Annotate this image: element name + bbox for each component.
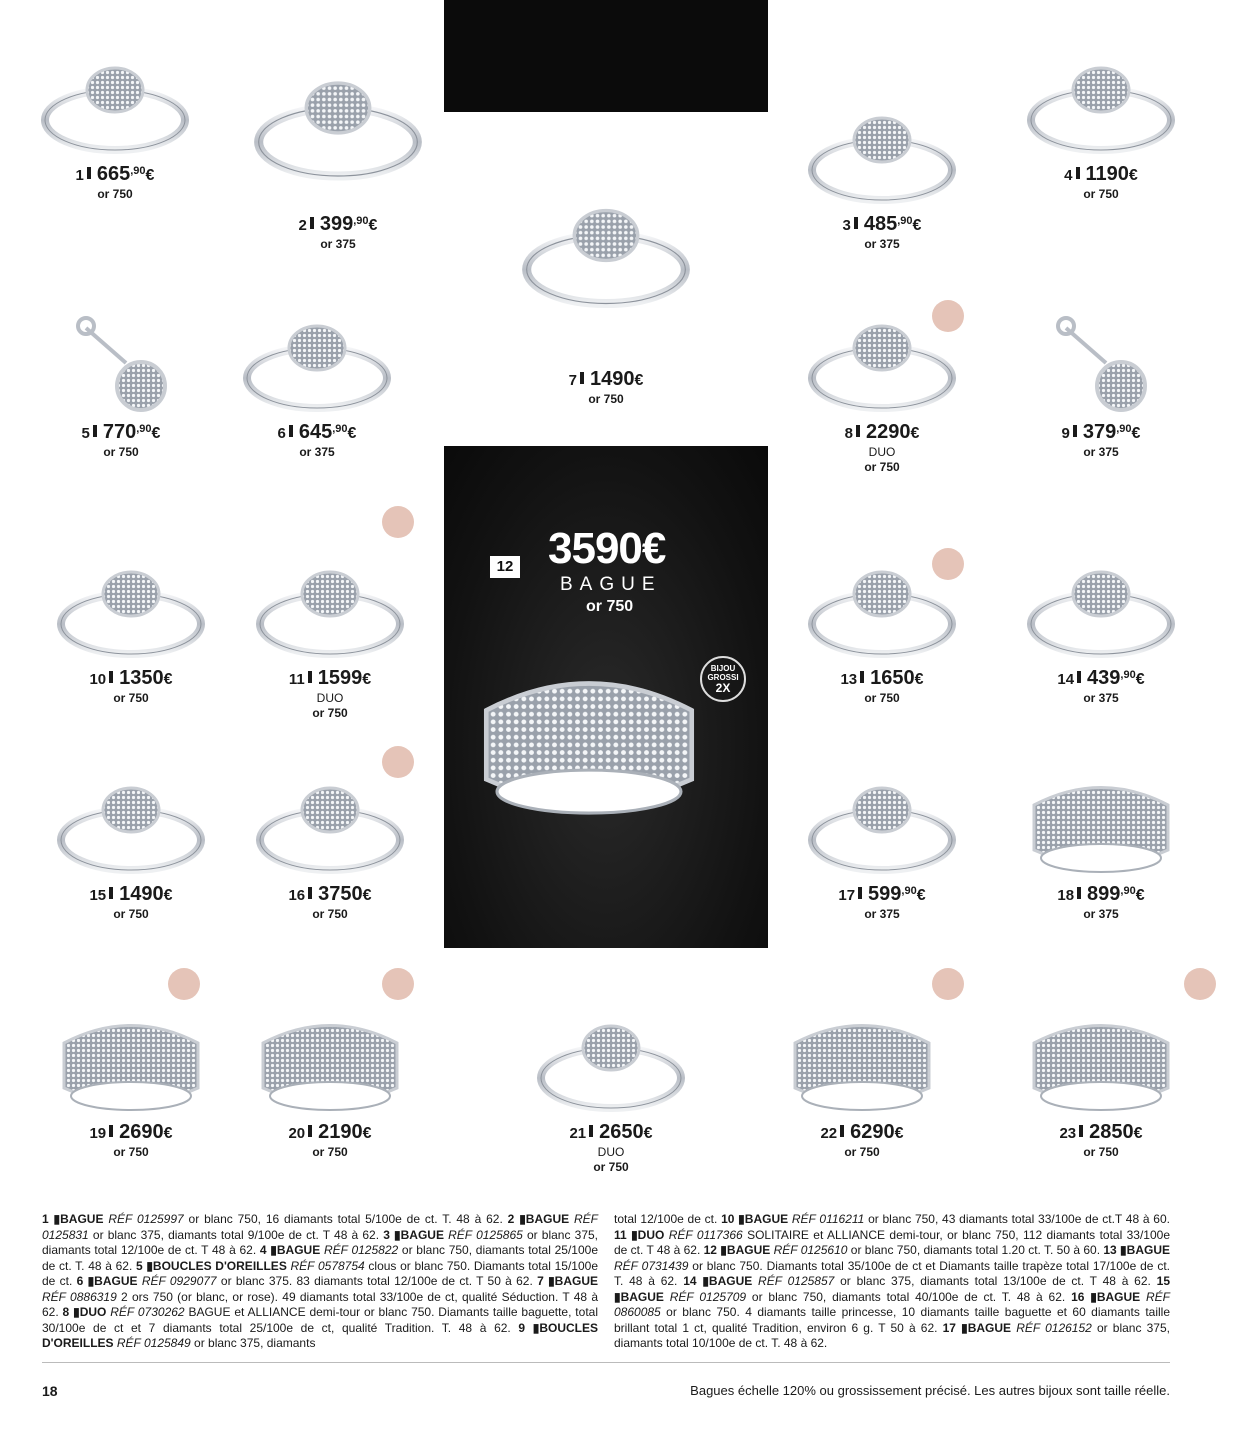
earring-image xyxy=(46,308,196,418)
featured-price: 3590€ xyxy=(548,524,666,573)
description-entry: 1 ▮BAGUE RÉF 0125997 or blanc 750, 16 diamants total 5/100e de ct. T. 48 à 62. xyxy=(42,1212,508,1226)
metal-label: or 375 xyxy=(1083,691,1119,705)
metal-label: or 750 xyxy=(588,392,624,406)
ring-image xyxy=(807,100,957,210)
description-entry: 13 ▮BAGUE RÉF 0731439 or blanc 750. Diamants total 35/100e de ct et Diamants taille trapèze total 17/100e de ct. T. 48 à 62. xyxy=(614,1243,1171,1288)
metal-label: or 750 xyxy=(864,460,900,474)
product-4[interactable] xyxy=(1006,50,1196,202)
metal-label: or 750 xyxy=(113,1145,149,1159)
product-20[interactable] xyxy=(235,1008,425,1160)
highlight-dot xyxy=(1184,968,1216,1000)
price-line: 14 $439^{,90}€$ xyxy=(1057,667,1145,689)
price-line: 23 2850€ xyxy=(1059,1121,1143,1143)
product-5[interactable] xyxy=(26,308,216,460)
description-entry: 6 ▮BAGUE RÉF 0929077 or blanc 375. 83 diamants total 12/100e de ct. T 50 à 62. xyxy=(76,1274,538,1288)
featured-number: 12 xyxy=(490,556,520,578)
metal-label: or 375 xyxy=(1083,445,1119,459)
metal-label: or 375 xyxy=(299,445,335,459)
price-line: 16 3750€ xyxy=(288,883,372,905)
product-16[interactable] xyxy=(235,770,425,922)
description-entry: 10 ▮BAGUE RÉF 0116211 or blanc 750, 43 diamants total 33/100e de ct.T 48 à 60. xyxy=(721,1212,1170,1226)
price-line: 13 1650€ xyxy=(840,667,924,689)
product-3[interactable] xyxy=(787,100,977,252)
highlight-dot xyxy=(168,968,200,1000)
description-entry: 5 ▮BOUCLES D'OREILLES RÉF 0578754 clous or blanc 750. Diamants total 15/100e de ct. xyxy=(42,1258,599,1288)
metal-label: or 375 xyxy=(864,237,900,251)
type-label: DUO xyxy=(597,1145,625,1159)
price-line: 5 $770^{,90}€$ xyxy=(81,421,161,443)
ring-image xyxy=(807,770,957,880)
ring-image xyxy=(807,308,957,418)
highlight-dot xyxy=(382,968,414,1000)
description-entry: 11 ▮DUO RÉF 0117366 SOLITAIRE et ALLIANCE demi-tour, or blanc 750, 112 diamants total 33/100e de ct. T 48 à 62. xyxy=(614,1227,1171,1257)
featured-label: BAGUE xyxy=(560,574,662,595)
product-15[interactable] xyxy=(36,770,226,922)
ring-image xyxy=(40,50,190,160)
product-8[interactable] xyxy=(787,308,977,475)
product-descriptions-left xyxy=(42,1212,598,1352)
ring-image xyxy=(56,770,206,880)
price-line: 1 $665^{,90}€$ xyxy=(75,163,155,185)
enlarged-badge: BIJOU GROSSI 2X xyxy=(700,656,746,702)
highlight-dot xyxy=(382,506,414,538)
type-label: DUO xyxy=(316,691,344,705)
metal-label: or 375 xyxy=(864,907,900,921)
ring-image xyxy=(56,1008,206,1118)
metal-label: or 750 xyxy=(113,691,149,705)
ring-image xyxy=(1026,554,1176,664)
black-header-block xyxy=(444,0,768,112)
ring-image xyxy=(255,1008,405,1118)
product-23[interactable] xyxy=(1006,1008,1196,1160)
product-descriptions-right xyxy=(614,1212,1170,1352)
price-line: 9 $379^{,90}€$ xyxy=(1061,421,1141,443)
price-line: 17 $599^{,90}€$ xyxy=(838,883,926,905)
ring-image xyxy=(536,1008,686,1118)
type-label: DUO xyxy=(868,445,896,459)
ring-image xyxy=(1026,770,1176,880)
product-13[interactable] xyxy=(787,554,977,706)
ring-image xyxy=(787,1008,937,1118)
featured-product[interactable] xyxy=(444,446,768,948)
price-line: 20 2190€ xyxy=(288,1121,372,1143)
price-line: 10 1350€ xyxy=(89,667,173,689)
product-17[interactable] xyxy=(787,770,977,922)
description-entry: 8 ▮DUO RÉF 0730262 BAGUE et ALLIANCE demi-tour or blanc 750. Diamants taille baguette, total 30/100e de ct et 7 diamants total 25/100e de ct, qualité Tradition. T. 48 à 62. xyxy=(42,1305,598,1335)
product-18[interactable] xyxy=(1006,770,1196,922)
description-entry: 14 ▮BAGUE RÉF 0125857 or blanc 375, diamants total 13/100e de ct. T 48 à 62. xyxy=(683,1274,1157,1288)
metal-label: or 750 xyxy=(844,1145,880,1159)
description-entry: 15 ▮BAGUE RÉF 0125709 or blanc 750, diamants total 40/100e de ct. T. 48 à 62. xyxy=(614,1274,1170,1304)
metal-label: or 375 xyxy=(1083,907,1119,921)
price-line: 4 1190€ xyxy=(1064,163,1138,185)
price-line: 15 1490€ xyxy=(89,883,173,905)
product-22[interactable] xyxy=(767,1008,957,1160)
price-line: 3 $485^{,90}€$ xyxy=(842,213,922,235)
metal-label: or 750 xyxy=(312,907,348,921)
description-entry: 17 ▮BAGUE RÉF 0126152 or blanc 375, diamants total 10/100e de ct. T. 48 à 62. xyxy=(614,1320,1170,1350)
price-line: 22 6290€ xyxy=(820,1121,904,1143)
description-entry: 2 ▮BAGUE RÉF 0125831 or blanc 375, diamants total 9/100e de ct. T 48 à 62. xyxy=(42,1212,598,1242)
scale-note: Bagues échelle 120% ou grossissement précisé. Les autres bijoux sont taille réelle. xyxy=(690,1383,1170,1398)
product-14[interactable] xyxy=(1006,554,1196,706)
product-7[interactable] xyxy=(511,140,701,407)
featured-ring-image xyxy=(474,636,704,846)
product-19[interactable] xyxy=(36,1008,226,1160)
description-entry: 3 ▮BAGUE RÉF 0125865 or blanc 375, diamants total 12/100e de ct. T 48 à 62. xyxy=(42,1227,598,1257)
metal-label: or 750 xyxy=(312,1145,348,1159)
description-entry: 16 ▮BAGUE RÉF 0860085 or blanc 750. 4 diamants taille princesse, 10 diamants taille baguette et 60 diamants taille brillant total 1 ct, qualité Tradition, environ 6 g. T 50 à 62. xyxy=(614,1289,1170,1335)
ring-image xyxy=(253,40,423,210)
metal-label: or 750 xyxy=(312,706,348,720)
footer-divider xyxy=(42,1362,1170,1363)
ring-image xyxy=(1026,50,1176,160)
metal-label: or 750 xyxy=(103,445,139,459)
metal-label: or 750 xyxy=(593,1160,629,1174)
metal-label: or 750 xyxy=(97,187,133,201)
metal-label: or 375 xyxy=(320,237,356,251)
metal-label: or 750 xyxy=(864,691,900,705)
product-10[interactable] xyxy=(36,554,226,706)
description-entry: 4 ▮BAGUE RÉF 0125822 or blanc 750, diamants total 25/100e de ct. T. 48 à 62. xyxy=(42,1243,598,1273)
product-9[interactable] xyxy=(1006,308,1196,460)
price-line: 19 2690€ xyxy=(89,1121,173,1143)
product-1[interactable] xyxy=(20,50,210,202)
price-line: 6 $645^{,90}€$ xyxy=(277,421,357,443)
featured-metal: or 750 xyxy=(586,598,634,615)
product-21[interactable] xyxy=(516,1008,706,1175)
price-line: 2 $399^{,90}€$ xyxy=(298,213,378,235)
highlight-dot xyxy=(932,968,964,1000)
price-line: 11 1599€ xyxy=(288,667,372,689)
metal-label: or 750 xyxy=(113,907,149,921)
price-line: 21 2650€ xyxy=(569,1121,653,1143)
ring-image xyxy=(242,308,392,418)
page-number: 18 xyxy=(42,1383,58,1399)
product-6[interactable] xyxy=(222,308,412,460)
price-line: 18 $899^{,90}€$ xyxy=(1057,883,1145,905)
metal-label: or 750 xyxy=(1083,187,1119,201)
metal-label: or 750 xyxy=(1083,1145,1119,1159)
ring-image xyxy=(255,770,405,880)
product-11[interactable] xyxy=(235,554,425,721)
price-line: 8 2290€ xyxy=(844,421,920,443)
ring-image xyxy=(807,554,957,664)
ring-image xyxy=(521,140,691,365)
price-line: 7 1490€ xyxy=(568,368,644,390)
description-entry: 9 ▮BOUCLES D'OREILLES RÉF 0125849 or blanc 375, diamants xyxy=(42,1320,599,1350)
ring-image xyxy=(56,554,206,664)
earring-image xyxy=(1026,308,1176,418)
ring-image xyxy=(255,554,405,664)
description-entry: total 12/100e de ct. xyxy=(614,1212,722,1226)
description-entry: 7 ▮BAGUE RÉF 0886319 2 ors 750 (or blanc, or rose). 49 diamants total 33/100e de ct, qualité Séduction. T 48 à 62. xyxy=(42,1274,599,1319)
ring-image xyxy=(1026,1008,1176,1118)
description-entry: 12 ▮BAGUE RÉF 0125610 or blanc 750, diamants total 1.20 ct. T. 50 à 60. xyxy=(703,1243,1104,1257)
product-2[interactable] xyxy=(243,40,433,252)
